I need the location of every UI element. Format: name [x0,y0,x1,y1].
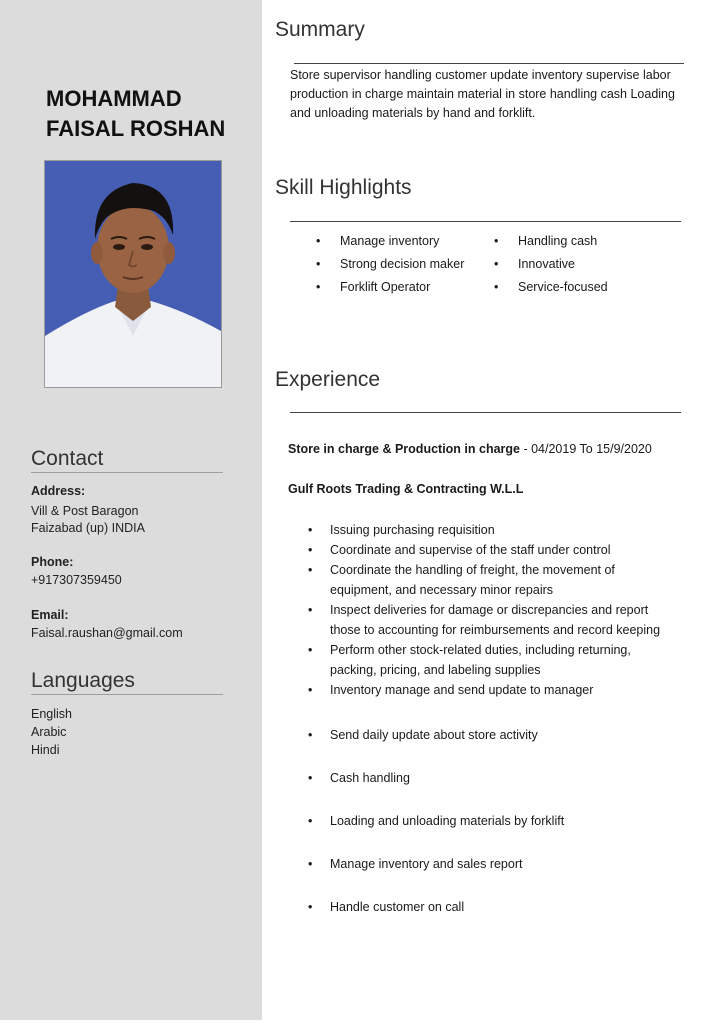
summary-divider [294,63,684,64]
duty-item: • Inventory manage and send update to manager [308,680,678,700]
skill-item: • Innovative [494,255,676,274]
duties-list [308,520,678,917]
summary-text: Store supervisor handling customer update inventory supervise labor production in charge maintain material in store handling cash Loading and unloading materials by hand and forklift. [290,68,675,120]
duty-item: • Coordinate and supervise of the staff under control [308,540,678,560]
email-label: Email: [31,608,69,622]
language-item: Hindi [31,743,60,757]
job-title-line [288,441,652,458]
job-title: Store in charge & Production in charge [288,442,520,456]
skills-heading: Skill Highlights [275,176,412,199]
skill-item: • Manage inventory [316,232,494,251]
contact-heading: Contact [31,447,223,473]
languages-heading: Languages [31,669,223,695]
email-value: Faisal.raushan@gmail.com [31,626,183,640]
skill-item: • Strong decision maker [316,255,494,274]
company-name: Gulf Roots Trading & Contracting W.L.L [288,482,524,496]
job-dates: - 04/2019 To 15/9/2020 [519,442,652,456]
candidate-name [46,84,246,144]
phone-block [31,554,251,589]
phone-value: +917307359450 [31,573,122,587]
duty-item: • Cash handling [308,768,678,788]
name-line-1: MOHAMMAD [46,86,182,111]
address-block [31,483,251,537]
skill-item: • Service-focused [494,278,676,297]
language-item: Arabic [31,725,67,739]
phone-label: Phone: [31,555,74,569]
duty-item: • Inspect deliveries for damage or discrepancies and report those to accounting for reimbursements and record keeping [308,600,678,640]
duty-item: • Loading and unloading materials by forklift [308,811,678,831]
duty-item: • Coordinate the handling of freight, the movement of equipment, and necessary minor repairs [308,560,678,600]
languages-list [31,705,72,759]
summary-heading: Summary [275,18,365,41]
experience-heading: Experience [275,368,381,391]
profile-photo [44,160,222,388]
duty-item: • Manage inventory and sales report [308,854,678,874]
duty-item: • Issuing purchasing requisition [308,520,678,540]
experience-divider [290,412,681,413]
duty-item: • Perform other stock-related duties, including returning, packing, pricing, and labeling supplies [308,640,678,680]
email-block [31,607,251,642]
skills-list [316,232,676,297]
skill-item: • Handling cash [494,232,676,251]
skills-divider [290,221,681,222]
language-item: English [31,707,72,721]
skill-item: • Forklift Operator [316,278,494,297]
address-line-2: Faizabad (up) INDIA [31,521,145,535]
address-label: Address: [31,484,86,498]
duty-item: • Handle customer on call [308,897,678,917]
name-line-2: FAISAL ROSHAN [46,116,226,141]
address-line-1: Vill & Post Baragon [31,504,139,518]
duty-item: • Send daily update about store activity [308,725,678,745]
